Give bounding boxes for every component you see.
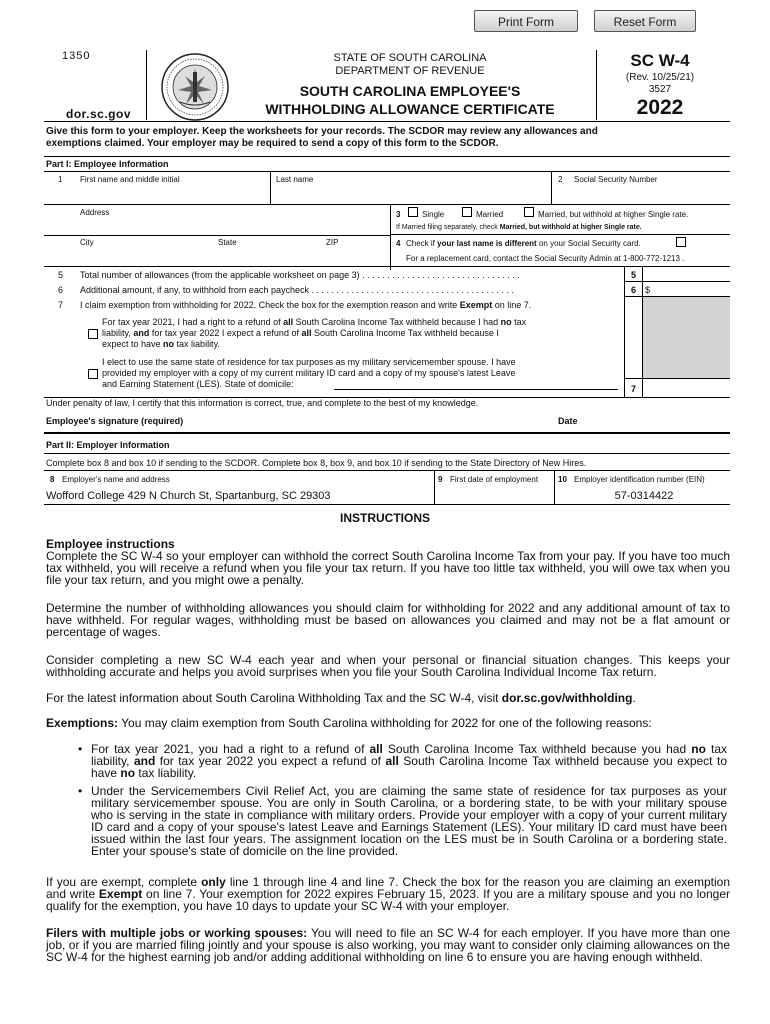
state-label: State [218, 238, 237, 247]
form-year: 2022 [636, 96, 684, 119]
line7-box-number: 7 [631, 384, 637, 394]
ein-input[interactable]: 57-0314422 [614, 490, 674, 502]
signature-label: Employee's signature (required) [46, 416, 184, 426]
married-higher-rate-label: Married, but withhold at higher Single rate. [538, 210, 689, 219]
married-higher-rate-checkbox[interactable] [524, 207, 534, 217]
married-separately-note: If Married filing separately, check Married, but withhold at higher Single rate. [396, 224, 642, 231]
instructions-paragraph4: For the latest information about South Carolina Withholding Tax and the SC W-4, visit dor.sc.gov/withholding. [46, 691, 636, 705]
line6-label: Additional amount, if any, to withhold from each paycheck . . . . . . . . . . . . . . . . . . . . . . . . . . . . . . . . . . . . . . . . . [80, 285, 514, 295]
instructions-paragraph2: Determine the number of withholding allowances you should claim for withholding for 2022 and any additional amount of tax to have withheld. For regular wages, withholding must be based on allowances you claimed and may not be a flat amount or percentage of wages. [46, 601, 730, 639]
website: dor.sc.gov [66, 107, 132, 121]
revision: (Rev. 10/25/21) [625, 72, 695, 83]
zip-label: ZIP [326, 238, 339, 247]
exemption-bullet-1: For tax year 2021, you had a right to a refund of all South Carolina Income Tax withheld because you had no tax liability, and for tax year 2022 you expect a refund of all South Carolina Income Tax withheld because you expect to have no tax liability. [91, 742, 727, 780]
line9-number: 9 [438, 475, 443, 484]
ssn-input[interactable] [558, 186, 728, 202]
intro-line2: exemptions claimed. Your employer may be required to send a copy of this form to the SCDOR. [46, 138, 499, 149]
state-seal-logo [160, 52, 230, 122]
exemption-option2-line1: I elect to use the same state of residence for tax purposes as my military servicemember spouse. I have [102, 357, 516, 367]
line7-shaded-area [643, 297, 730, 378]
form-title-line2: WITHHOLDING ALLOWANCE CERTIFICATE [265, 101, 555, 117]
line7-number: 7 [58, 300, 64, 310]
line6-number: 6 [58, 285, 64, 295]
instructions-heading: INSTRUCTIONS [340, 511, 430, 525]
reset-form-button[interactable]: Reset Form [594, 10, 696, 32]
married-label: Married [476, 210, 504, 219]
exemption-option2-line3: and Earning Statement (LES). State of domicile: [102, 379, 294, 389]
first-date-input[interactable] [440, 488, 550, 503]
line2-number: 2 [558, 175, 563, 184]
line4-label: Check if your last name is different on your Social Security card. [406, 239, 641, 248]
employer-name-input[interactable]: Wofford College 429 N Church St, Spartanburg, SC 29303 [46, 490, 331, 502]
bullet-2-marker: • [78, 784, 83, 798]
line1-number: 1 [58, 175, 63, 184]
employer-name-label: Employer's name and address [62, 475, 170, 484]
single-checkbox[interactable] [408, 207, 418, 217]
part2-heading: Part II: Employer Information [46, 440, 170, 450]
exemption-option2-checkbox[interactable] [88, 369, 98, 379]
ssn-label: Social Security Number [574, 175, 658, 184]
single-label: Single [422, 210, 445, 219]
dollar-sign: $ [645, 285, 651, 295]
line5-number: 5 [58, 270, 64, 280]
exempt-instructions-paragraph: If you are exempt, complete only line 1 through line 4 and line 7. Check the box for the reason you are claiming an exemption and write Exempt on line 7. Your exemption for 2022 expires February 15, 2023. If you are a military spouse and you no longer qualify for the exemption, you have 10 days to update your SC W-4 with your employer. [46, 875, 730, 913]
first-name-input[interactable] [80, 186, 266, 202]
state-of-domicile-input[interactable] [336, 378, 618, 389]
line10-number: 10 [558, 475, 567, 484]
instructions-paragraph1: Complete the SC W-4 so your employer can withhold the correct South Carolina Income Tax from your pay. If you have too much tax withheld, you will receive a refund when you file your tax return. If you have too little tax withheld, you will owe tax when you file your tax return, and you might owe a penalty. [46, 549, 730, 587]
address-label: Address [80, 208, 110, 217]
first-date-label: First date of employment [450, 475, 539, 484]
address-input[interactable] [80, 218, 385, 232]
line5-label: Total number of allowances (from the applicable worksheet on page 3) . . . . . . . . . . . . . . . . . . . . . . . . . . . . . . . . [80, 270, 520, 280]
date-label: Date [558, 416, 578, 426]
penalty-statement: Under penalty of law, I certify that this information is correct, true, and complete to the best of my knowledge. [46, 398, 479, 408]
first-name-label: First name and middle initial [80, 175, 180, 184]
additional-amount-input[interactable] [654, 283, 728, 296]
line5-box-number: 5 [631, 270, 637, 280]
form-title-line1: SOUTH CAROLINA EMPLOYEE'S [299, 83, 521, 99]
exemption-option2-line2: provided my employer with a copy of my current military ID card and a copy of my spouse's latest Leave [102, 368, 516, 378]
bullet-1-marker: • [78, 742, 83, 756]
allowances-input[interactable] [646, 268, 728, 281]
last-name-different-checkbox[interactable] [676, 237, 686, 247]
part2-instruction: Complete box 8 and box 10 if sending to the SCDOR. Complete box 8, box 9, and box 10 if sending to the State Directory of New Hires. [46, 458, 587, 468]
employee-instructions-heading: Employee instructions [46, 537, 175, 551]
line8-number: 8 [50, 475, 55, 484]
department-name: DEPARTMENT OF REVENUE [335, 65, 485, 77]
replacement-card-note: For a replacement card, contact the Social Security Admin at 1-800-772-1213 . [406, 254, 685, 263]
exemption-option1-checkbox[interactable] [88, 329, 98, 339]
print-form-button[interactable]: Print Form [474, 10, 578, 32]
multiple-jobs-paragraph: Filers with multiple jobs or working spouses: You will need to file an SC W-4 for each employer. If you have more than one job, or if you are married filing jointly and your spouse is also working, you may want to consider only claiming allowances on the SC W-4 for the highest earning job and/or adding additional withholding on line 6 to ensure you are having enough withheld. [46, 926, 730, 964]
state-name: STATE OF SOUTH CAROLINA [333, 52, 487, 64]
exemption-option1-line3: expect to have no tax liability. [102, 339, 220, 349]
form-code: 1350 [62, 50, 91, 62]
form-number: 3527 [648, 84, 672, 95]
line6-box-number: 6 [631, 285, 637, 295]
line7-label: I claim exemption from withholding for 2022. Check the box for the exemption reason and write Exempt on line 7. [80, 300, 532, 310]
part1-heading: Part I: Employee Information [46, 159, 169, 169]
married-checkbox[interactable] [462, 207, 472, 217]
exemption-option1-line2: liability, and for tax year 2022 I expect a refund of all South Carolina Income Tax withheld because I [102, 328, 499, 338]
exempt-input[interactable] [646, 380, 728, 396]
instructions-paragraph3: Consider completing a new SC W-4 each year and when your personal or financial situation changes. This keeps your withholding accurate and helps you avoid surprises when you file your South Carolina Individual Income Tax return. [46, 653, 730, 679]
exemptions-paragraph: Exemptions: You may claim exemption from South Carolina withholding for 2022 for one of the following reasons: [46, 716, 652, 730]
line3-number: 3 [396, 210, 401, 219]
form-name: SC W-4 [630, 51, 690, 70]
ein-label: Employer identification number (EIN) [574, 475, 705, 484]
intro-line1: Give this form to your employer. Keep the worksheets for your records. The SCDOR may review any allowances and [46, 126, 598, 137]
last-name-input[interactable] [276, 186, 546, 202]
city-state-zip-input[interactable] [80, 250, 385, 266]
last-name-label: Last name [276, 175, 314, 184]
city-label: City [80, 238, 94, 247]
exemption-option1-line1: For tax year 2021, I had a right to a refund of all South Carolina Income Tax withheld because I had no tax [102, 317, 527, 327]
exemption-bullet-2: Under the Servicemembers Civil Relief Act, you are claiming the same state of residence for tax purposes as your military servicemember spouse. You are only in South Carolina, or a bordering state, to be with your military spouse who is serving in the state in compliance with military orders. Provide your employer with a copy of your current military ID card and a copy of your spouse's latest Leave and Earnings Statement (LES). Your military ID card must have been issued within the last four years. The assignment location on the LES must be in South Carolina or a bordering state. Enter your spouse's state of domicile on the line provided. [91, 784, 727, 858]
line4-number: 4 [396, 239, 401, 248]
